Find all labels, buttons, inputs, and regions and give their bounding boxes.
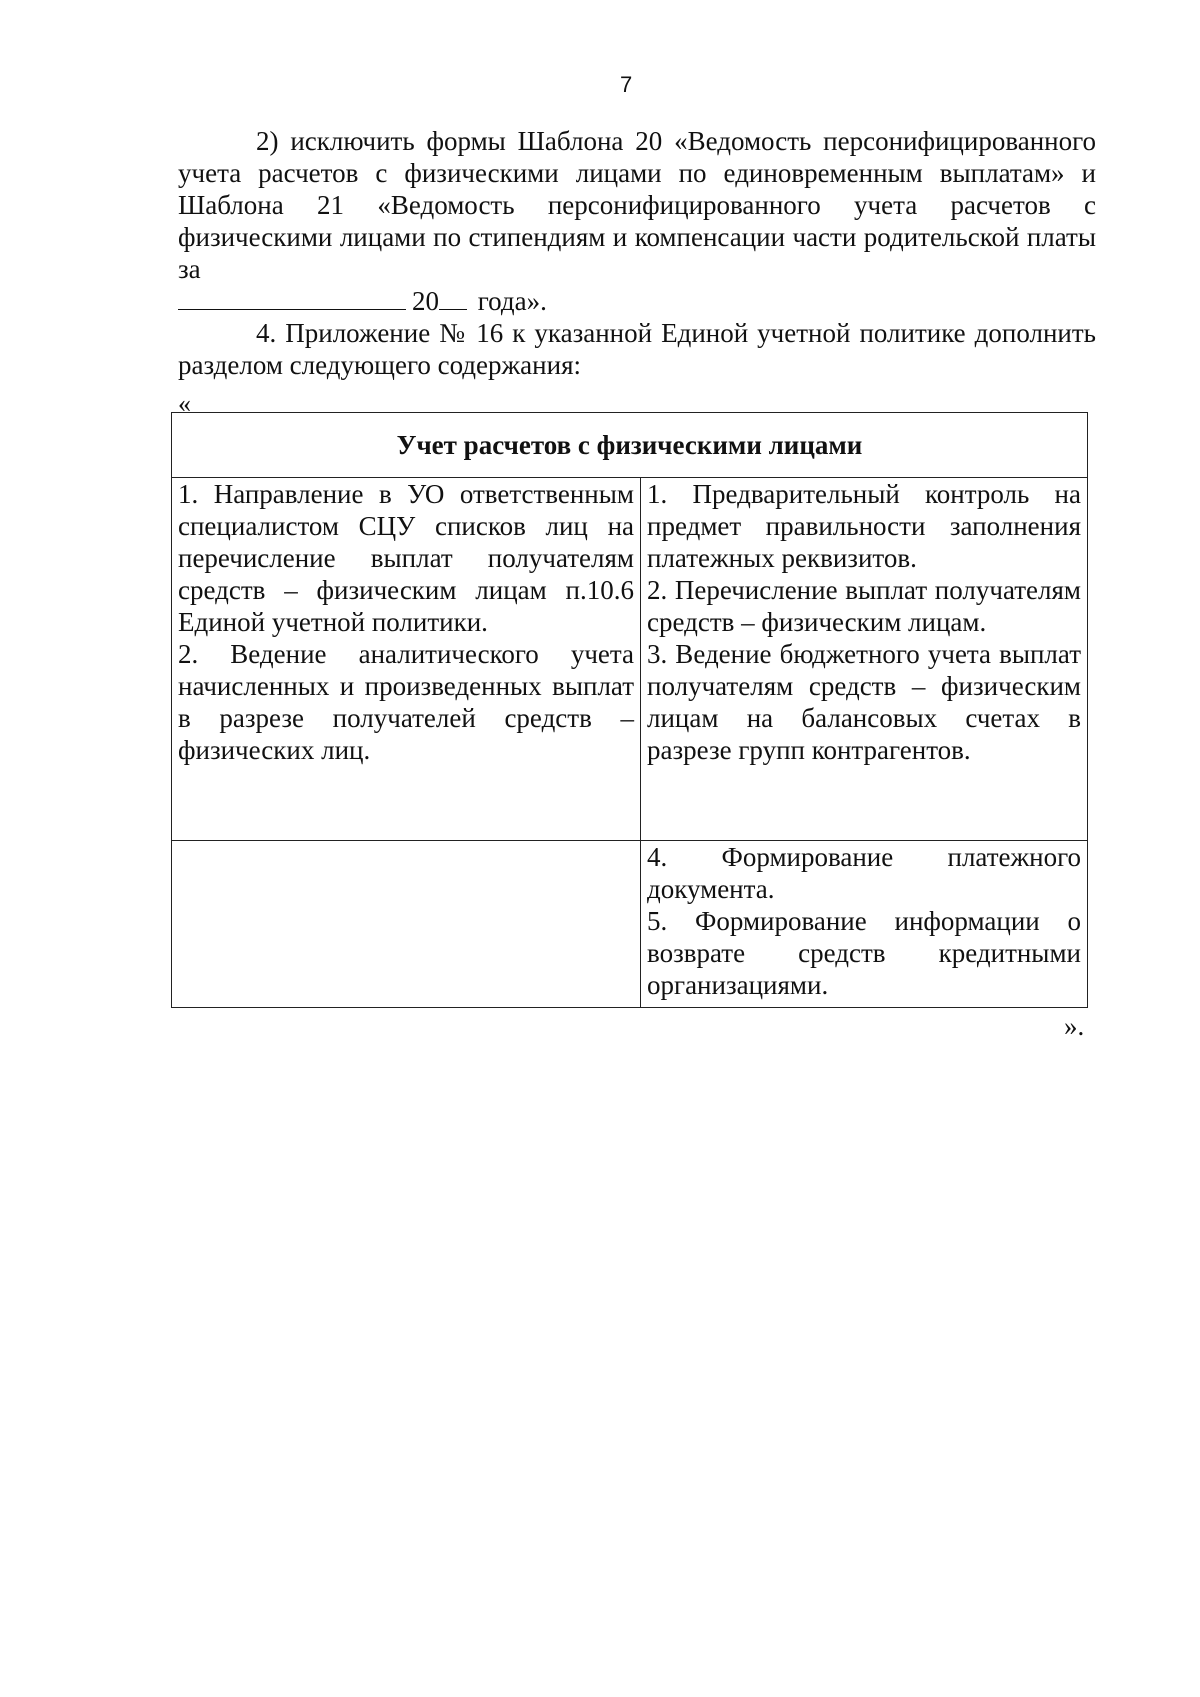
table-header-row (172, 413, 1088, 478)
closing-quote: ». (1064, 1011, 1085, 1041)
date-blank-line (178, 285, 406, 310)
list-item: 1. Предварительный контроль на предмет правильности заполнения платежных реквизитов. (647, 479, 1081, 573)
table-cell-right (641, 841, 1088, 1008)
year-prefix: 20 (412, 286, 439, 316)
list-item: 3. Ведение бюджетного учета выплат получателям средств – физическим лицам на балансовых счетах в разрезе групп контрагентов. (647, 639, 1081, 765)
paragraph-4-text: 4. Приложение № 16 к указанной Единой учетной политике дополнить разделом следующего содержания: (178, 318, 1096, 380)
list-item: 4. Формирование платежного документа. (647, 842, 1081, 904)
opening-quote: « (178, 389, 191, 418)
year-blank-line (439, 285, 467, 310)
table-title: Учет расчетов с физическими лицами (172, 413, 1088, 478)
list-item: 1. Направление в УО ответственным специалистом СЦУ списков лиц на перечисление выплат получателям средств – физическим лицам п.10.6 Единой учетной политики. (178, 479, 634, 637)
year-suffix: года». (477, 286, 547, 316)
paragraph-4 (178, 317, 1096, 381)
list-item: 2. Ведение аналитического учета начисленных и произведенных выплат в разрезе получателей средств – физических лиц. (178, 639, 634, 765)
table-row (172, 841, 1088, 1008)
paragraph-2-text: 2) исключить формы Шаблона 20 «Ведомость персонифицированного учета расчетов с физическими лицами по единовременным выплатам» и Шаблона 21 «Ведомость персонифицированного учета расчетов с физическими лицами по стипендиям и компенсации части родительской платы за (178, 126, 1096, 284)
table-cell-left (172, 841, 641, 1008)
list-item: 2. Перечисление выплат получателям средств – физическим лицам. (647, 575, 1081, 637)
list-item: 5. Формирование информации о возврате средств кредитными организациями. (647, 906, 1081, 1000)
table-cell-left (172, 478, 641, 841)
page-number: 7 (620, 72, 633, 97)
paragraph-2 (178, 125, 1096, 317)
table-cell-right (641, 478, 1088, 841)
accounting-table (171, 412, 1088, 1008)
table-row (172, 478, 1088, 841)
